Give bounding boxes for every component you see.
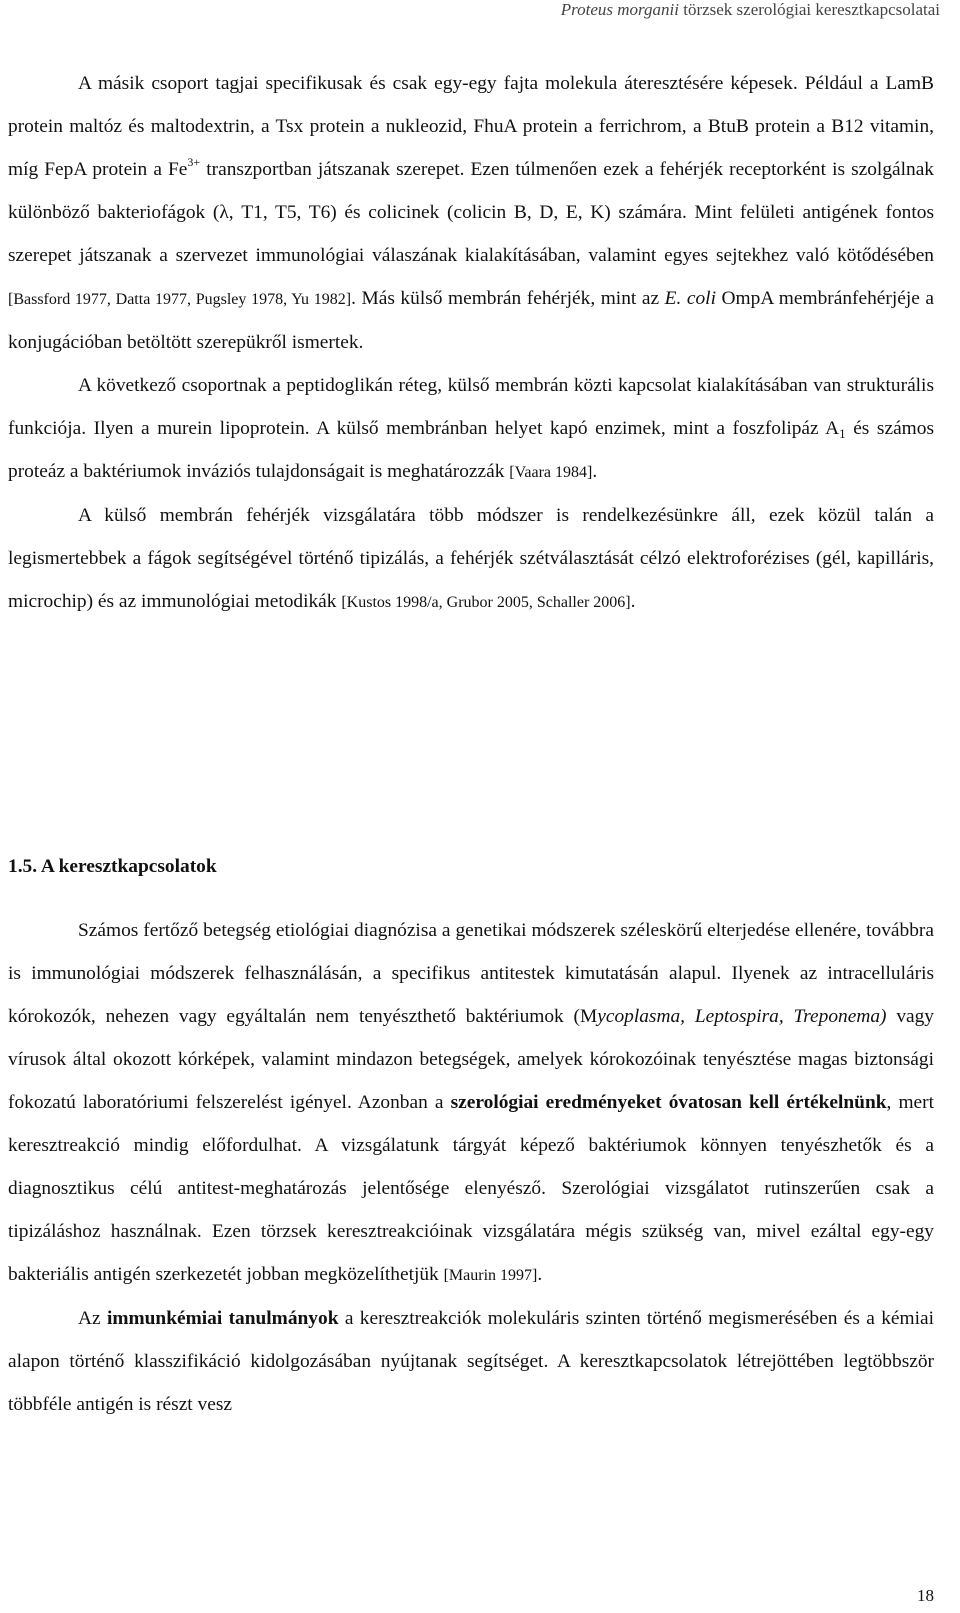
- citation: [Bassford 1977, Datta 1977, Pugsley 1978, Yu 1982]: [8, 291, 352, 308]
- superscript: 3+: [187, 155, 201, 169]
- paragraph-structural-function: A következő csoportnak a peptidoglikán réteg, külső membrán közti kapcsolat kialakításában van strukturális funkciója. Ilyen a murein lipoprotein. A külső membránban helyet kapó enzimek, mint a foszfolipáz $A_1$ és számos proteáz a baktériumok inváziós tulajdonságait is meghatározzák [Vaara 1984].: [8, 375, 934, 482]
- citation: [Maurin 1997]: [443, 1267, 538, 1284]
- species-list: ycoplasma, Leptospira, Treponema): [597, 1006, 887, 1027]
- emphasis: immunkémiai tanulmányok: [106, 1308, 339, 1329]
- paragraph-methods: A külső membrán fehérjék vizsgálatára több módszer is rendelkezésünkre áll, ezek közül talán a legismertebbek a fágok segítségével történő tipizálás, a fehérjék szétválasztását célzó elektroforézises (gél, kapilláris, microchip) és az immunológiai metodikák [Kustos 1998/a, Grubor 2005, Schaller 2006].: [8, 505, 934, 612]
- emphasis: szerológiai eredményeket óvatosan kell értékelnünk: [450, 1092, 887, 1113]
- running-header: [561, 0, 940, 20]
- paragraph-outer-membrane-proteins: A másik csoport tagjai specifikusak és csak egy-egy fajta molekula áteresztésére képesek. Például a LamB protein maltóz és maltodextrin, a Tsx protein a nukleozid, FhuA protein a ferrichrom, a BtuB protein a B12 vitamin, míg FepA protein a $Fe^{3+}$ transzportban játszanak szerepet. Ezen túlmenően ezek a fehérjék receptorként is szolgálnak különböző bakteriofágok (λ, T1, T5, T6) és colicinek (colicin B, D, E, K) számára. Mint felületi antigének fontos szerepet játszanak a szervezet immunológiai válaszának kialakításában, valamint egyes sejtekhez való kötődésében [Bassford 1977, Datta 1977, Pugsley 1978, Yu 1982]. Más külső membrán fehérjék, mint az E. coli OmpA membránfehérjéje a konjugációban betöltött szerepükről ismertek.: [8, 73, 935, 353]
- subscript: 1: [839, 426, 846, 441]
- section-body-2: [8, 909, 934, 1426]
- paragraph-serology: Számos fertőző betegség etiológiai diagnózisa a genetikai módszerek széleskörű elterjedése ellenére, továbbra is immunológiai módszerek felhasználásán, a specifikus antitestek kimutatásán alapul. Ilyenek az intracelluláris kórokozók, nehezen vagy egyáltalán nem tenyészthető baktériumok (Mycoplasma, Leptospira, Treponema) vagy vírusok által okozott kórképek, valamint mindazon betegségek, amelyek kórokozóinak tenyésztése magas biztonsági fokozatú laboratóriumi felszerelést igényel. Azonban a szerológiai eredményeket óvatosan kell értékelnünk, mert keresztreakció mindig előfordulhat. A vizsgálatunk tárgyát képező baktériumok könnyen tenyészhetők és a diagnosztikus célú antitest-meghatározás jelentősége elenyésző. Szerológiai vizsgálatot rutinszerűen csak a tipizáláshoz használnak. Ezen törzsek keresztreakcióinak vizsgálatára mégis szükség van, mivel ezáltal egy-egy bakteriális antigén szerkezetét jobban megközelíthetjük [Maurin 1997].: [8, 920, 935, 1285]
- paragraph-immunochemistry: Az immunkémiai tanulmányok a keresztreakciók molekuláris szinten történő megismerésében és a kémiai alapon történő klasszifikáció kidolgozásában nyújtanak segítséget. A keresztkapcsolatok létrejöttében legtöbbször többféle antigén is részt vesz: [8, 1308, 934, 1415]
- page-number: 18: [917, 1586, 934, 1605]
- header-title: törzsek szerológiai keresztkapcsolatai: [678, 0, 940, 19]
- section-heading: 1.5. A keresztkapcsolatok: [8, 856, 217, 877]
- header-species: Proteus morganii: [560, 0, 679, 19]
- citation: [Kustos 1998/a, Grubor 2005, Schaller 2006]: [341, 594, 631, 611]
- citation: [Vaara 1984]: [509, 464, 593, 481]
- species-name: E. coli: [664, 288, 716, 309]
- section-body-1: [8, 62, 934, 624]
